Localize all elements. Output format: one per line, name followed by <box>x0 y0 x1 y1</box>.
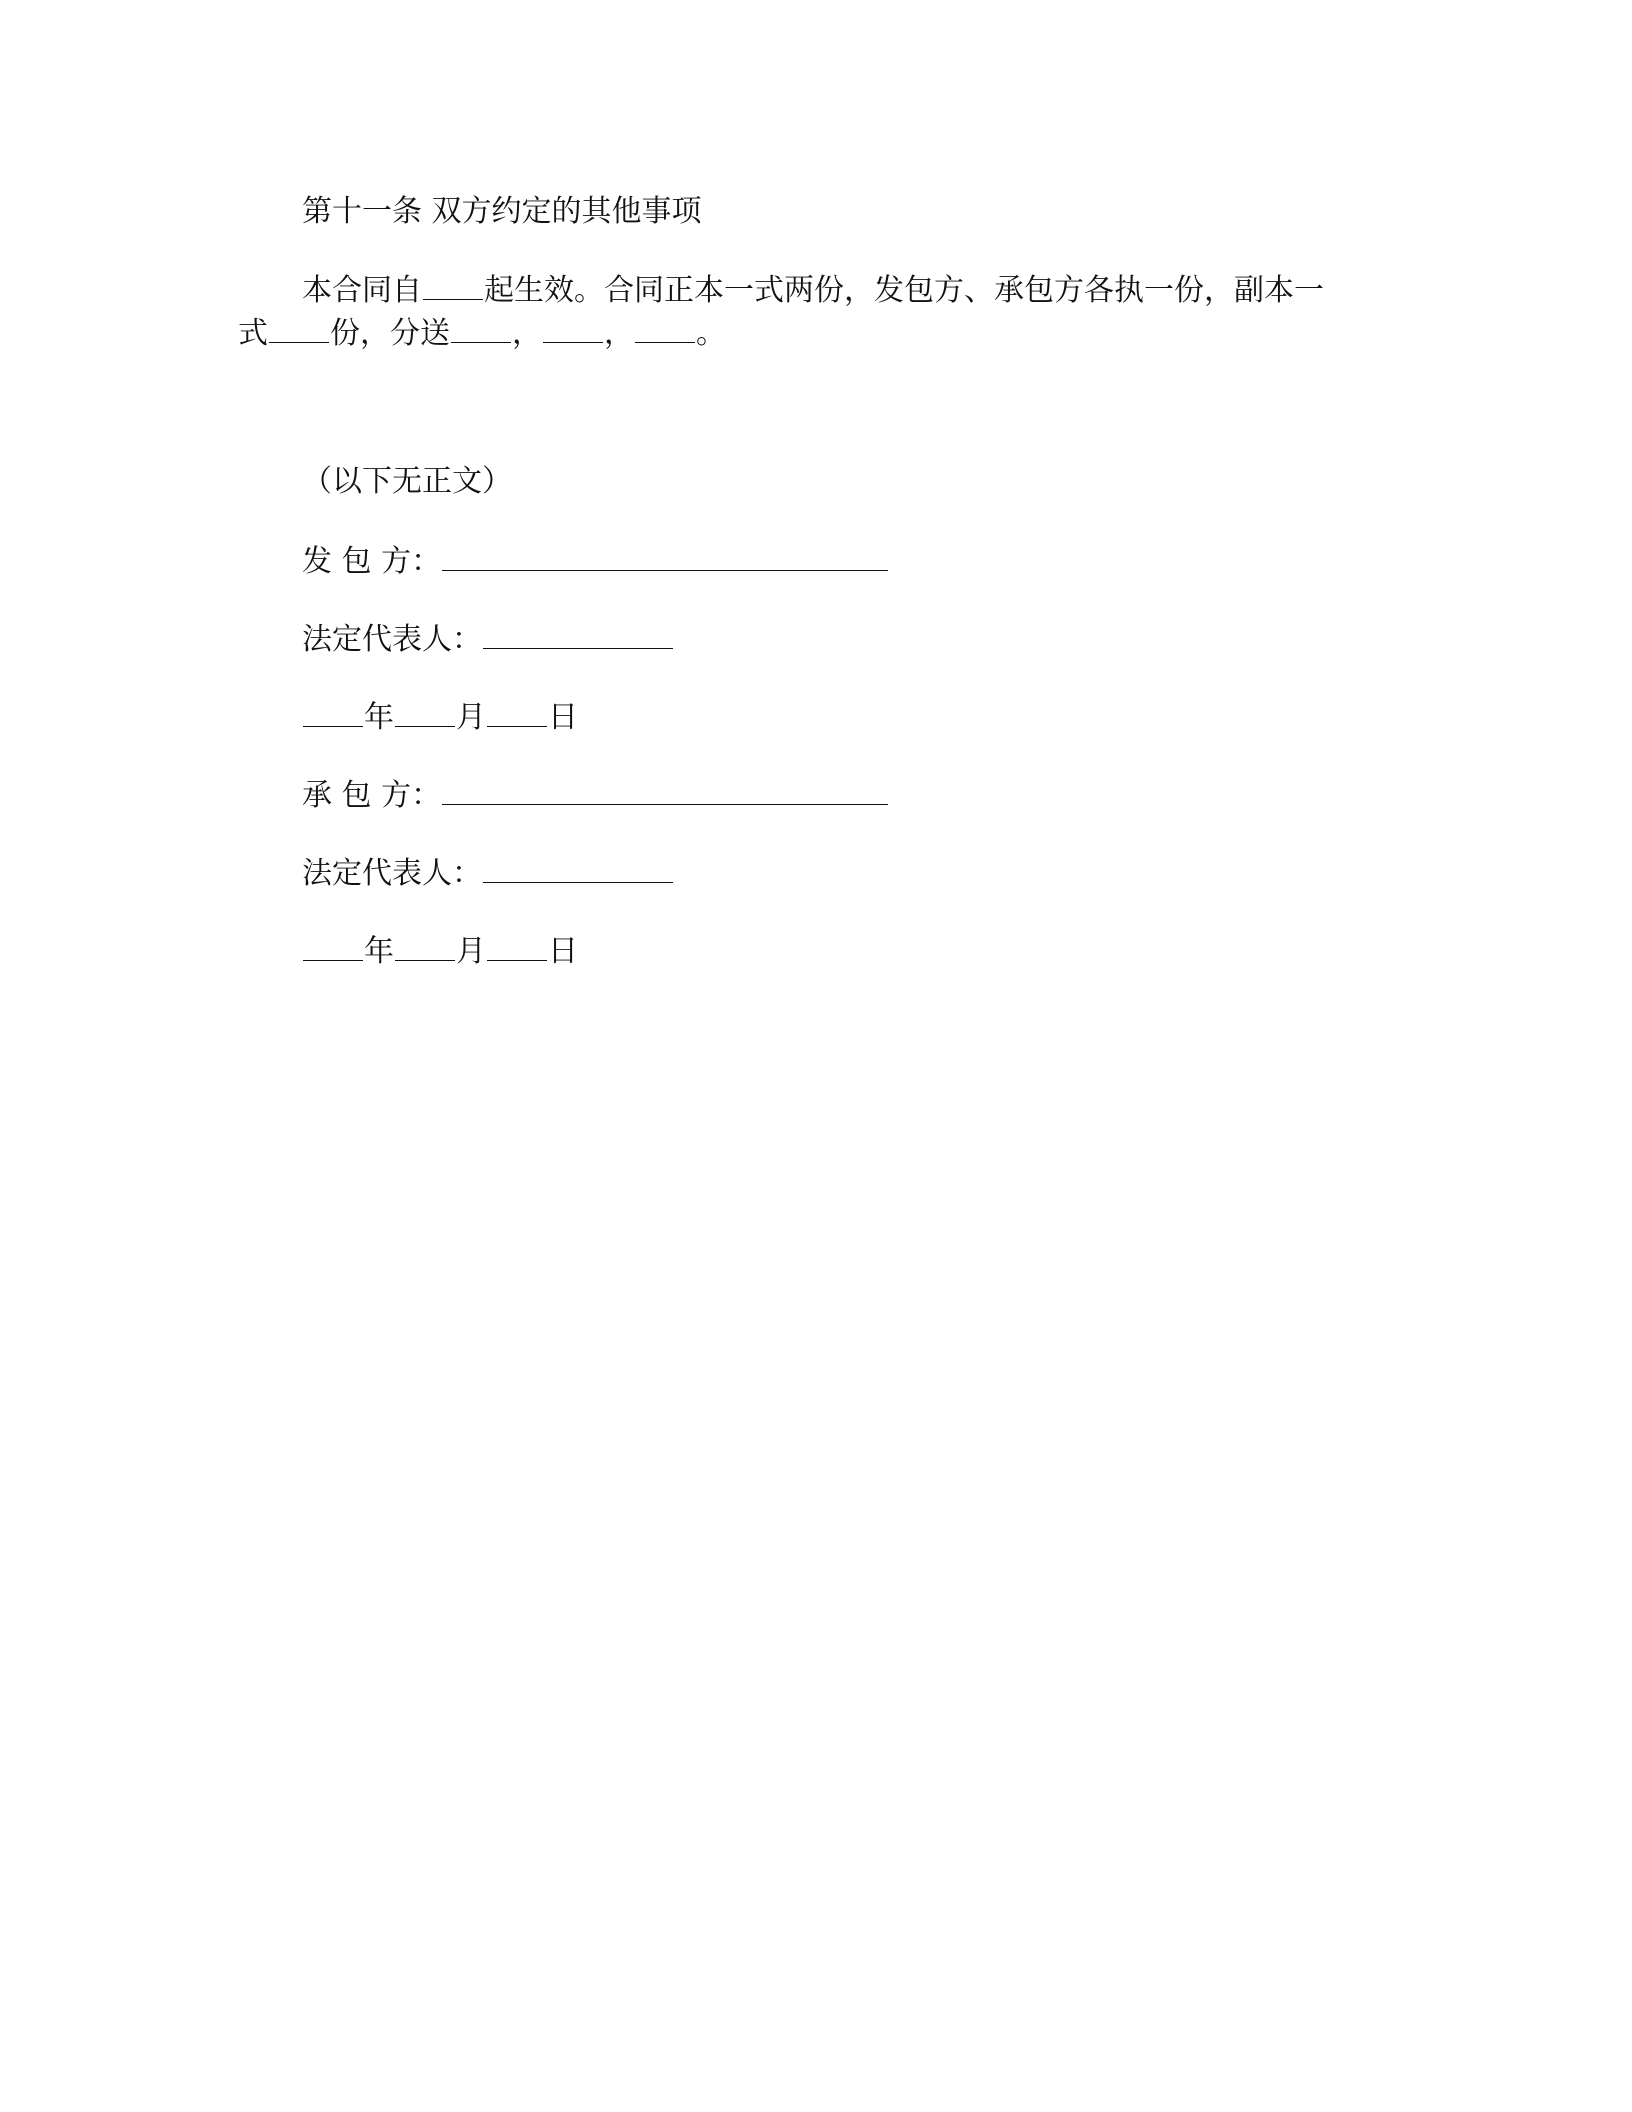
employer-year-blank[interactable] <box>303 696 363 727</box>
month-label: 月 <box>456 700 486 735</box>
contractor-rep-line <box>302 852 674 894</box>
clause-text: 本合同自 <box>302 273 422 308</box>
employer-date-line <box>302 696 578 738</box>
contractor-day-blank[interactable] <box>487 930 547 961</box>
year-label: 年 <box>364 934 394 969</box>
no-more-text-note <box>302 462 512 502</box>
contractor-rep-label: 法定代表人： <box>302 856 482 891</box>
article-title-text: 第十一条 双方约定的其他事项 <box>302 194 702 229</box>
contractor-rep-blank[interactable] <box>483 852 673 883</box>
month-label: 月 <box>456 934 486 969</box>
contractor-label: 承 包 方： <box>302 778 442 813</box>
employer-rep-line <box>302 618 674 660</box>
employer-signature-blank[interactable] <box>442 540 888 571</box>
clause-comma: ， <box>604 316 634 351</box>
employer-signature-line <box>302 540 889 582</box>
clause-text: 份，分送 <box>330 316 450 351</box>
recipient-blank-3[interactable] <box>635 312 695 343</box>
employer-day-blank[interactable] <box>487 696 547 727</box>
clause-text: 起生效。合同正本一式两份，发包方、承包方各执一份，副本一 <box>484 273 1324 308</box>
contractor-signature-blank[interactable] <box>442 774 888 805</box>
day-label: 日 <box>548 934 578 969</box>
effective-clause-line1 <box>302 269 1324 311</box>
clause-comma: ， <box>512 316 542 351</box>
effective-clause-line2 <box>238 312 726 354</box>
contractor-year-blank[interactable] <box>303 930 363 961</box>
recipient-blank-2[interactable] <box>543 312 603 343</box>
effective-date-blank[interactable] <box>423 269 483 300</box>
no-more-text: （以下无正文） <box>302 464 512 499</box>
year-label: 年 <box>364 700 394 735</box>
contractor-date-line <box>302 930 578 972</box>
article-title <box>302 192 702 232</box>
contractor-month-blank[interactable] <box>395 930 455 961</box>
employer-label: 发 包 方： <box>302 544 442 579</box>
employer-rep-blank[interactable] <box>483 618 673 649</box>
clause-period: 。 <box>696 316 726 351</box>
clause-text: 式 <box>238 316 268 351</box>
recipient-blank-1[interactable] <box>451 312 511 343</box>
employer-rep-label: 法定代表人： <box>302 622 482 657</box>
contractor-signature-line <box>302 774 889 816</box>
employer-month-blank[interactable] <box>395 696 455 727</box>
copies-count-blank[interactable] <box>269 312 329 343</box>
day-label: 日 <box>548 700 578 735</box>
